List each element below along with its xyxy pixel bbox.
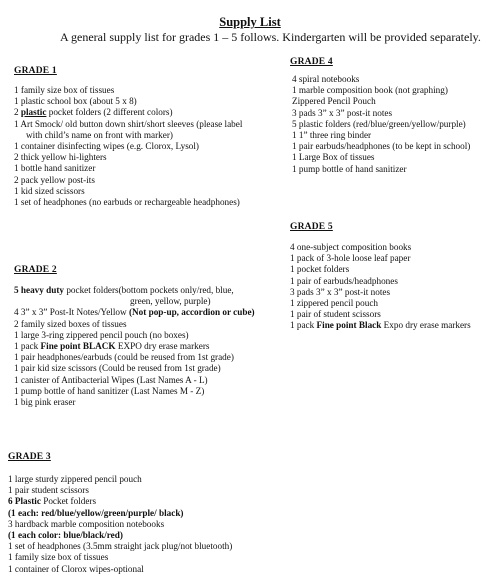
list-item: (1 each: red/blue/yellow/green/purple/ black)	[8, 507, 184, 518]
grade2-list	[14, 285, 255, 408]
page-title: Supply List	[219, 15, 281, 29]
grade3-list	[8, 474, 232, 575]
list-item: 1 pair of student scissors	[290, 309, 381, 320]
grade1-heading: GRADE 1	[14, 66, 57, 76]
list-item: 1 zippered pencil pouch	[290, 298, 379, 309]
list-item: 2 pack yellow post-its	[14, 174, 95, 185]
list-item: 1 plastic school box (about 5 x 8)	[14, 96, 137, 107]
grade2-heading: GRADE 2	[14, 265, 57, 275]
list-item: 5 heavy duty pocket folders(bottom pockets only/red, blue,	[14, 285, 234, 295]
list-item: 4 one-subject composition books	[290, 242, 412, 252]
list-item: 3 pads 3” x 3” post-it notes	[290, 286, 391, 297]
list-item: 4 3” x 3” Post-It Notes/Yellow (Not pop-up, accordion or cube)	[14, 307, 255, 318]
list-item: 1 pack Fine point BLACK EXPO dry erase markers	[14, 341, 210, 352]
list-item: (1 each color: blue/black/red)	[8, 530, 123, 541]
list-item: 1 large sturdy zippered pencil pouch	[8, 474, 142, 484]
list-item: green, yellow, purple)	[130, 296, 211, 307]
list-item: 1 pump bottle of hand sanitizer (Last Names M - Z)	[14, 385, 205, 396]
list-item: 1 Large Box of tissues	[292, 152, 375, 163]
grade3-heading: GRADE 3	[8, 452, 51, 462]
list-item: 1 set of headphones (no earbuds or rechargeable headphones)	[14, 197, 240, 208]
grade5-list	[290, 242, 471, 332]
list-item: 1 pair of earbuds/headphones	[290, 275, 398, 286]
list-item: 1 bottle hand sanitizer	[14, 163, 96, 174]
list-item: Zippered Pencil Pouch	[292, 96, 376, 107]
grade4-heading: GRADE 4	[290, 57, 333, 67]
grade5-heading: GRADE 5	[290, 222, 333, 232]
list-item: 6 Plastic Pocket folders	[8, 496, 97, 507]
list-item: 2 family sized boxes of tissues	[14, 318, 127, 329]
list-item: 1 pocket folders	[290, 264, 350, 275]
grade4-list	[292, 74, 470, 175]
list-item: 1 pack of 3-hole loose leaf paper	[290, 253, 411, 264]
list-item: 1 family size box of tissues	[14, 85, 115, 95]
list-item: 3 hardback marble composition notebooks	[8, 518, 165, 529]
list-item: 1 set of headphones (3.5mm straight jack plug/not bluetooth)	[8, 541, 233, 552]
list-item: 2 thick yellow hi-lighters	[14, 152, 107, 163]
list-item: with child’s name on front with marker)	[26, 129, 173, 140]
list-item: 1 pack Fine point Black Expo dry erase markers	[290, 320, 471, 331]
list-item: 1 kid sized scissors	[14, 185, 85, 196]
list-item: 1 pump bottle of hand sanitizer	[292, 163, 407, 174]
list-item: 1 pair headphones/earbuds (could be reused from 1st grade)	[14, 352, 234, 363]
list-item: 1 family size box of tissues	[8, 552, 109, 563]
list-item: 1 Art Smock/ old button down shirt/short sleeves (please label	[14, 118, 243, 129]
list-item: 1 1” three ring binder	[292, 130, 372, 141]
list-item: 1 pair earbuds/headphones (to be kept in school)	[292, 141, 471, 152]
list-item: 1 container disinfecting wipes (e.g. Clorox, Lysol)	[14, 141, 199, 152]
grade1-list	[14, 85, 242, 208]
list-item: 3 pads 3” x 3” post-it notes	[292, 107, 393, 118]
list-item: 2 plastic pocket folders (2 different colors)	[14, 107, 173, 118]
page-subtitle: A general supply list for grades 1 – 5 follows. Kindergarten will be provided separately.	[60, 30, 481, 44]
list-item: 1 big pink eraser	[14, 397, 76, 408]
list-item: 1 marble composition book (not graphing)	[292, 85, 448, 96]
list-item: 4 spiral notebooks	[292, 74, 360, 84]
list-item: 1 large 3-ring zippered pencil pouch (no boxes)	[14, 329, 189, 340]
list-item: 1 pair kid size scissors (Could be reused from 1st grade)	[14, 363, 221, 374]
list-item: 1 canister of Antibacterial Wipes (Last Names A - L)	[14, 374, 208, 385]
list-item: 1 pair student scissors	[8, 485, 89, 496]
list-item: 5 plastic folders (red/blue/green/yellow/purple)	[292, 118, 466, 129]
list-item: 1 container of Clorox wipes-optional	[8, 563, 144, 574]
